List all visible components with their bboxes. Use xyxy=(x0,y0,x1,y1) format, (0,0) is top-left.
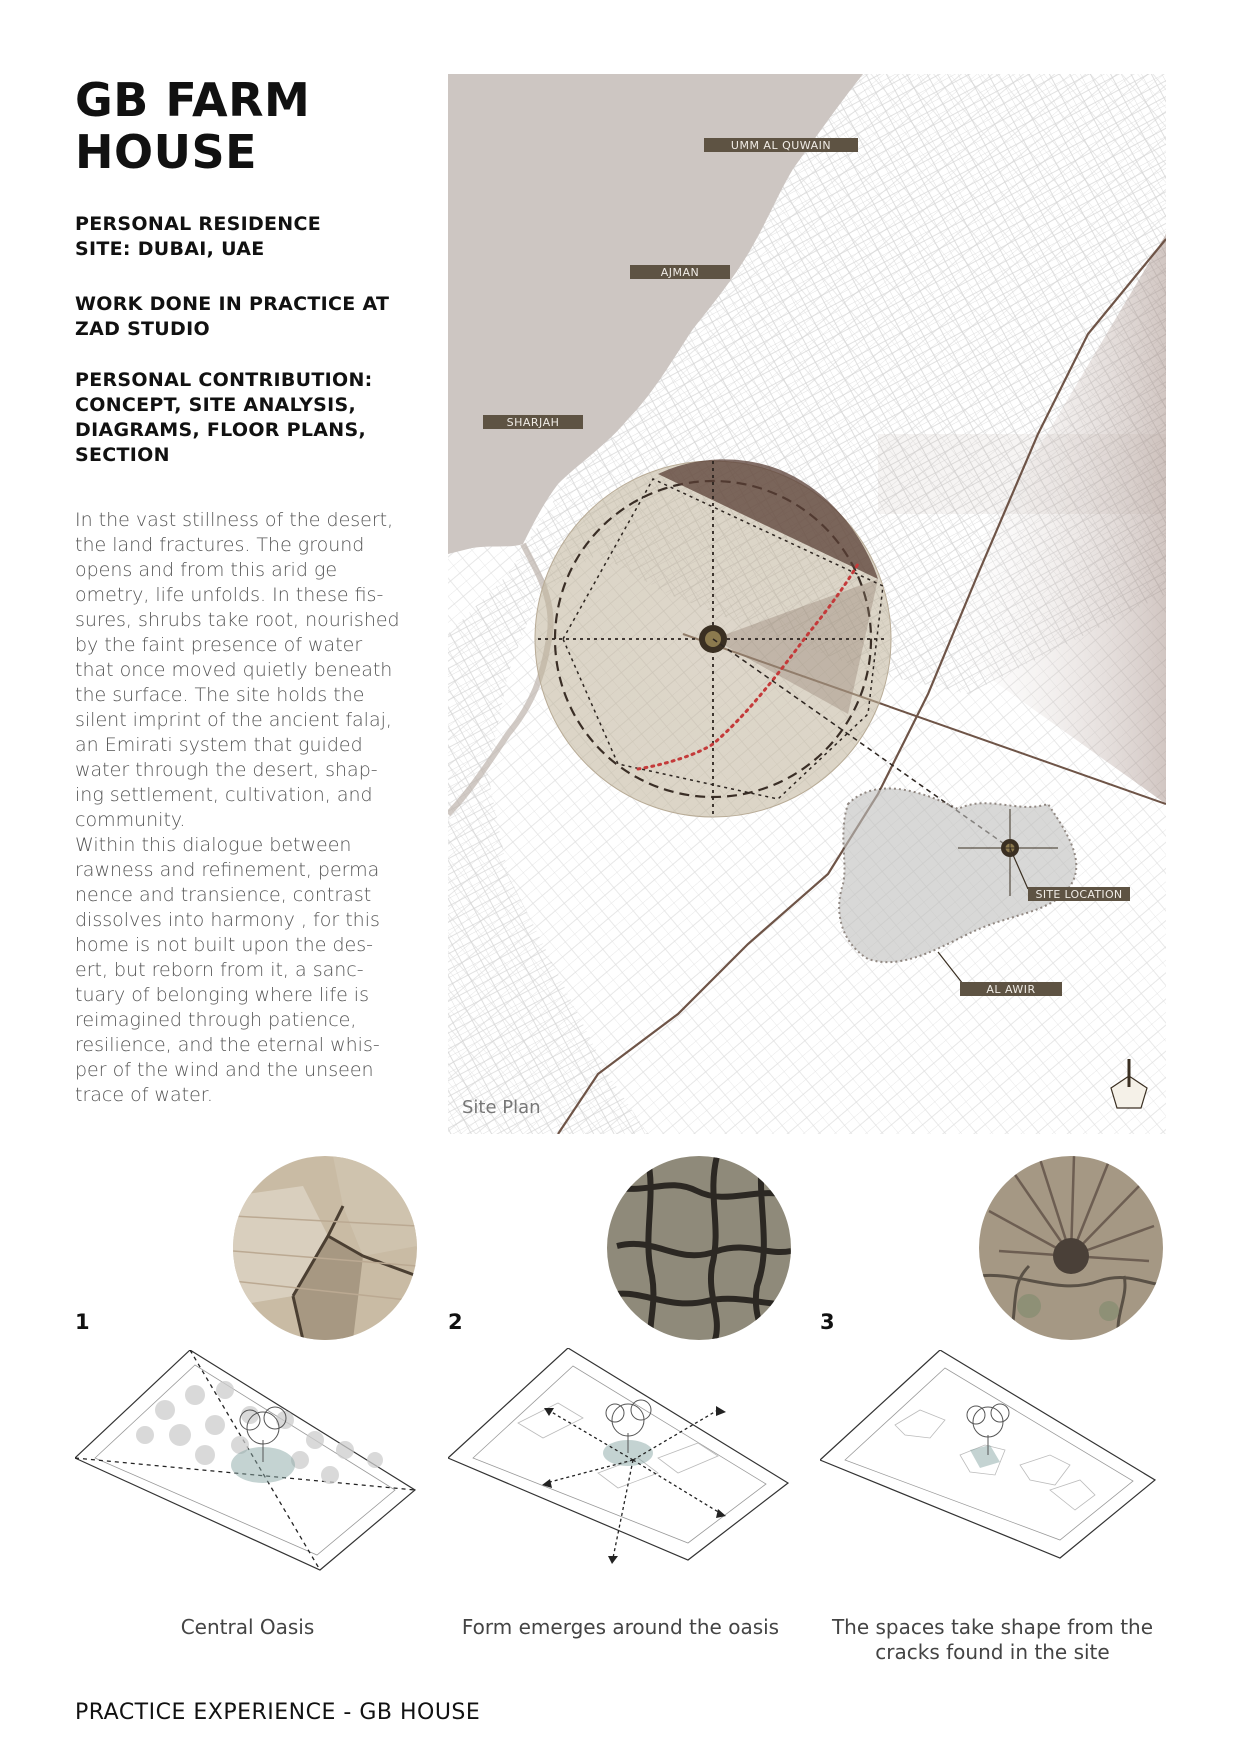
residence-info xyxy=(75,212,321,262)
meta-line: SITE: DUBAI, UAE xyxy=(75,238,265,260)
desc-line: sures, shrubs take root, nourished xyxy=(75,609,400,631)
spaces-from-cracks-diagram xyxy=(820,1350,1165,1570)
label-al-awir xyxy=(960,982,1062,996)
step-number-2: 2 xyxy=(448,1310,463,1334)
desc-line: nence and transience, contrast xyxy=(75,884,372,906)
meta-line: DIAGRAMS, FLOOR PLANS, xyxy=(75,419,366,441)
meta-line: PERSONAL RESIDENCE xyxy=(75,213,322,235)
desc-line: ing settlement, cultivation, and xyxy=(75,784,373,806)
label-site-location xyxy=(1028,887,1130,901)
meta-line: PERSONAL CONTRIBUTION: xyxy=(75,369,373,391)
desc-line: trace of water. xyxy=(75,1084,213,1106)
caption-line: Form emerges around the oasis xyxy=(461,1615,780,1639)
desc-line: home is not built upon the des- xyxy=(75,934,373,956)
svg-text:UMM AL QUWAIN: UMM AL QUWAIN xyxy=(730,139,832,152)
site-plan-map xyxy=(448,74,1166,1134)
meta-line: WORK DONE IN PRACTICE AT xyxy=(75,293,390,315)
desc-line: community. xyxy=(75,809,186,831)
shrub-in-cracks-photo xyxy=(979,1156,1163,1340)
label-sharjah xyxy=(483,415,583,429)
step-number-1: 1 xyxy=(75,1310,90,1334)
desc-line: ometry, life unfolds. In these fis- xyxy=(75,584,384,606)
desc-line: In the vast stillness of the desert, xyxy=(75,509,394,531)
site-plan-caption: Site Plan xyxy=(462,1097,541,1118)
desc-line: an Emirati system that guided xyxy=(75,734,363,756)
desc-line: silent imprint of the ancient falaj, xyxy=(75,709,392,731)
desc-line: Within this dialogue between xyxy=(75,834,352,856)
desc-line: that once moved quietly beneath xyxy=(75,659,393,681)
cracked-rock-photo xyxy=(233,1156,417,1340)
caption-step-3 xyxy=(820,1615,1165,1665)
meta-line: SECTION xyxy=(75,444,170,466)
caption-step-1 xyxy=(75,1615,420,1640)
caption-line: The spaces take shape from the xyxy=(831,1615,1154,1639)
step-number-3: 3 xyxy=(820,1310,835,1334)
cracked-earth-photo xyxy=(607,1156,791,1340)
form-emerges-diagram xyxy=(448,1348,793,1588)
desc-line: the surface. The site holds the xyxy=(75,684,365,706)
desc-line: by the faint presence of water xyxy=(75,634,363,656)
desc-line: per of the wind and the unseen xyxy=(75,1059,374,1081)
desc-line: the land fractures. The ground xyxy=(75,534,365,556)
desc-line: rawness and refinement, perma xyxy=(75,859,380,881)
title-line-2: HOUSE xyxy=(75,125,258,179)
project-description xyxy=(75,508,427,1108)
desc-line: dissolves into harmony , for this xyxy=(75,909,380,931)
desc-line: water through the desert, shap- xyxy=(75,759,378,781)
page-footer: PRACTICE EXPERIENCE - GB HOUSE xyxy=(75,1700,481,1725)
svg-text:AJMAN: AJMAN xyxy=(660,266,700,279)
meta-line: CONCEPT, SITE ANALYSIS, xyxy=(75,394,357,416)
project-title xyxy=(75,74,310,178)
desc-line: opens and from this arid ge xyxy=(75,559,338,581)
caption-line: Central Oasis xyxy=(180,1615,315,1639)
label-umm-al-quwain xyxy=(704,138,858,152)
desc-line: resilience, and the eternal whis- xyxy=(75,1034,380,1056)
caption-step-2 xyxy=(448,1615,793,1640)
title-line-1: GB FARM xyxy=(75,73,311,127)
svg-text:AL AWIR: AL AWIR xyxy=(986,983,1036,996)
practice-info xyxy=(75,292,389,342)
label-ajman xyxy=(630,265,730,279)
contribution-info xyxy=(75,368,373,468)
desc-line: ert, but reborn from it, a sanc- xyxy=(75,959,364,981)
svg-text:SHARJAH: SHARJAH xyxy=(506,416,560,429)
caption-line: cracks found in the site xyxy=(875,1640,1110,1664)
svg-text:SITE LOCATION: SITE LOCATION xyxy=(1035,888,1123,901)
desc-line: reimagined through patience, xyxy=(75,1009,357,1031)
desc-line: tuary of belonging where life is xyxy=(75,984,369,1006)
central-oasis-diagram xyxy=(75,1350,420,1575)
meta-line: ZAD STUDIO xyxy=(75,318,210,340)
